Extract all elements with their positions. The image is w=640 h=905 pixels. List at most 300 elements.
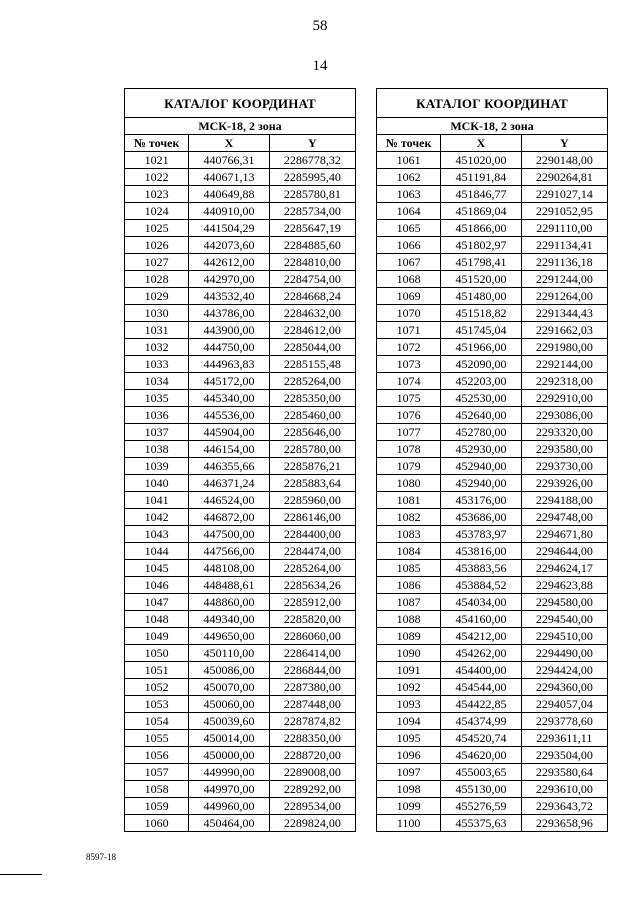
cell-x: 445172,00 <box>189 373 269 390</box>
page-number-sub: 14 <box>312 58 328 74</box>
cell-point-number: 1084 <box>377 543 441 560</box>
table-row <box>125 679 356 696</box>
table-row <box>125 237 356 254</box>
cell-y: 2294644,00 <box>521 543 607 560</box>
cell-point-number: 1066 <box>377 237 441 254</box>
cell-point-number: 1040 <box>125 475 189 492</box>
table-row <box>377 594 608 611</box>
cell-y: 2292910,00 <box>521 390 607 407</box>
cell-x: 449650,00 <box>189 628 269 645</box>
cell-y: 2293086,00 <box>521 407 607 424</box>
cell-point-number: 1076 <box>377 407 441 424</box>
cell-point-number: 1062 <box>377 169 441 186</box>
cell-x: 449990,00 <box>189 764 269 781</box>
cell-x: 454520,74 <box>441 730 521 747</box>
cell-y: 2294360,00 <box>521 679 607 696</box>
cell-y: 2285912,00 <box>269 594 355 611</box>
table-row <box>377 271 608 288</box>
cell-x: 451846,77 <box>441 186 521 203</box>
cell-y: 2294057,04 <box>521 696 607 713</box>
cell-y: 2285780,00 <box>269 441 355 458</box>
cell-x: 446355,66 <box>189 458 269 475</box>
cell-point-number: 1092 <box>377 679 441 696</box>
cell-point-number: 1074 <box>377 373 441 390</box>
cell-y: 2285350,00 <box>269 390 355 407</box>
cell-x: 443900,00 <box>189 322 269 339</box>
cell-y: 2294424,00 <box>521 662 607 679</box>
cell-y: 2293643,72 <box>521 798 607 815</box>
table-row <box>125 322 356 339</box>
cell-point-number: 1042 <box>125 509 189 526</box>
cell-x: 450086,00 <box>189 662 269 679</box>
cell-y: 2286844,00 <box>269 662 355 679</box>
cell-point-number: 1026 <box>125 237 189 254</box>
table-row <box>377 560 608 577</box>
table-row <box>377 169 608 186</box>
cell-x: 451866,00 <box>441 220 521 237</box>
cell-y: 2284754,00 <box>269 271 355 288</box>
cell-x: 451802,97 <box>441 237 521 254</box>
coordinate-catalog-left <box>124 88 356 832</box>
cell-x: 451191,84 <box>441 169 521 186</box>
cell-point-number: 1050 <box>125 645 189 662</box>
cell-x: 452090,00 <box>441 356 521 373</box>
cell-x: 454034,00 <box>441 594 521 611</box>
table-row <box>377 798 608 815</box>
cell-x: 455375,63 <box>441 815 521 832</box>
cell-y: 2285264,00 <box>269 560 355 577</box>
cell-x: 454262,00 <box>441 645 521 662</box>
table-row <box>377 322 608 339</box>
table-row <box>377 424 608 441</box>
cell-y: 2285155,48 <box>269 356 355 373</box>
cell-y: 2293658,96 <box>521 815 607 832</box>
cell-y: 2284612,00 <box>269 322 355 339</box>
cell-x: 452203,00 <box>441 373 521 390</box>
cell-x: 441504,29 <box>189 220 269 237</box>
table-row <box>125 254 356 271</box>
cell-point-number: 1081 <box>377 492 441 509</box>
cell-point-number: 1061 <box>377 152 441 169</box>
cell-point-number: 1021 <box>125 152 189 169</box>
table-row <box>125 577 356 594</box>
cell-x: 452780,00 <box>441 424 521 441</box>
table-row <box>125 390 356 407</box>
cell-point-number: 1090 <box>377 645 441 662</box>
cell-point-number: 1072 <box>377 339 441 356</box>
table-row <box>125 611 356 628</box>
cell-point-number: 1071 <box>377 322 441 339</box>
cell-x: 449340,00 <box>189 611 269 628</box>
cell-y: 2286778,32 <box>269 152 355 169</box>
cell-y: 2288350,00 <box>269 730 355 747</box>
cell-x: 452940,00 <box>441 458 521 475</box>
cell-x: 451869,04 <box>441 203 521 220</box>
cell-x: 454422,85 <box>441 696 521 713</box>
cell-point-number: 1056 <box>125 747 189 764</box>
cell-point-number: 1057 <box>125 764 189 781</box>
cell-point-number: 1031 <box>125 322 189 339</box>
cell-x: 445340,00 <box>189 390 269 407</box>
cell-y: 2293504,00 <box>521 747 607 764</box>
cell-y: 2293778,60 <box>521 713 607 730</box>
cell-point-number: 1097 <box>377 764 441 781</box>
cell-point-number: 1045 <box>125 560 189 577</box>
cell-x: 448860,00 <box>189 594 269 611</box>
cell-y: 2285960,00 <box>269 492 355 509</box>
cell-x: 450014,00 <box>189 730 269 747</box>
cell-x: 443786,00 <box>189 305 269 322</box>
column-header-point: № точек <box>125 135 189 152</box>
catalog-title: КАТАЛОГ КООРДИНАТ <box>125 89 356 118</box>
cell-y: 2294510,00 <box>521 628 607 645</box>
cell-point-number: 1049 <box>125 628 189 645</box>
table-row <box>125 696 356 713</box>
cell-point-number: 1047 <box>125 594 189 611</box>
cell-x: 446872,00 <box>189 509 269 526</box>
cell-x: 454400,00 <box>441 662 521 679</box>
cell-y: 2285647,19 <box>269 220 355 237</box>
cell-point-number: 1044 <box>125 543 189 560</box>
cell-point-number: 1058 <box>125 781 189 798</box>
cell-x: 451745,04 <box>441 322 521 339</box>
table-row <box>377 492 608 509</box>
cell-y: 2286060,00 <box>269 628 355 645</box>
cell-x: 453783,97 <box>441 526 521 543</box>
cell-x: 454374,99 <box>441 713 521 730</box>
cell-y: 2291136,18 <box>521 254 607 271</box>
table-row <box>125 203 356 220</box>
table-row <box>125 220 356 237</box>
cell-point-number: 1089 <box>377 628 441 645</box>
cell-point-number: 1038 <box>125 441 189 458</box>
cell-y: 2289824,00 <box>269 815 355 832</box>
table-row <box>125 798 356 815</box>
cell-point-number: 1078 <box>377 441 441 458</box>
cell-point-number: 1046 <box>125 577 189 594</box>
cell-y: 2284474,00 <box>269 543 355 560</box>
cell-x: 446154,00 <box>189 441 269 458</box>
cell-y: 2284810,00 <box>269 254 355 271</box>
cell-x: 440766,31 <box>189 152 269 169</box>
cell-y: 2285995,40 <box>269 169 355 186</box>
cell-x: 451020,00 <box>441 152 521 169</box>
cell-x: 451518,82 <box>441 305 521 322</box>
table-row <box>377 373 608 390</box>
cell-x: 444750,00 <box>189 339 269 356</box>
cell-point-number: 1032 <box>125 339 189 356</box>
cell-point-number: 1051 <box>125 662 189 679</box>
table-row <box>377 543 608 560</box>
cell-point-number: 1087 <box>377 594 441 611</box>
table-row <box>125 781 356 798</box>
cell-x: 452640,00 <box>441 407 521 424</box>
cell-y: 2286146,00 <box>269 509 355 526</box>
table-row <box>125 747 356 764</box>
table-row <box>377 458 608 475</box>
cell-y: 2284668,24 <box>269 288 355 305</box>
cell-point-number: 1059 <box>125 798 189 815</box>
table-row <box>377 407 608 424</box>
cell-x: 450464,00 <box>189 815 269 832</box>
cell-y: 2287874,82 <box>269 713 355 730</box>
cell-x: 453884,52 <box>441 577 521 594</box>
cell-point-number: 1055 <box>125 730 189 747</box>
table-row <box>377 203 608 220</box>
table-row <box>377 730 608 747</box>
table-row <box>125 305 356 322</box>
cell-y: 2290148,00 <box>521 152 607 169</box>
cell-x: 443532,40 <box>189 288 269 305</box>
cell-x: 452940,00 <box>441 475 521 492</box>
cell-x: 453686,00 <box>441 509 521 526</box>
cell-y: 2294748,00 <box>521 509 607 526</box>
cell-x: 450039,60 <box>189 713 269 730</box>
cell-x: 447566,00 <box>189 543 269 560</box>
cell-point-number: 1028 <box>125 271 189 288</box>
table-row <box>125 594 356 611</box>
cell-x: 453883,56 <box>441 560 521 577</box>
cell-y: 2294188,00 <box>521 492 607 509</box>
cell-x: 451480,00 <box>441 288 521 305</box>
cell-x: 454620,00 <box>441 747 521 764</box>
cell-y: 2286414,00 <box>269 645 355 662</box>
cell-point-number: 1065 <box>377 220 441 237</box>
cell-y: 2294540,00 <box>521 611 607 628</box>
cell-y: 2293610,00 <box>521 781 607 798</box>
cell-point-number: 1082 <box>377 509 441 526</box>
catalog-body <box>377 152 608 832</box>
cell-x: 446524,00 <box>189 492 269 509</box>
table-row <box>377 679 608 696</box>
cell-y: 2285044,00 <box>269 339 355 356</box>
cell-x: 451966,00 <box>441 339 521 356</box>
catalog-zone: МСК-18, 2 зона <box>377 118 608 135</box>
table-row <box>377 577 608 594</box>
footer-divider <box>0 874 42 875</box>
cell-point-number: 1052 <box>125 679 189 696</box>
table-row <box>125 475 356 492</box>
cell-point-number: 1035 <box>125 390 189 407</box>
cell-y: 2285820,00 <box>269 611 355 628</box>
cell-y: 2294624,17 <box>521 560 607 577</box>
cell-point-number: 1091 <box>377 662 441 679</box>
cell-y: 2294490,00 <box>521 645 607 662</box>
table-row <box>125 509 356 526</box>
cell-point-number: 1075 <box>377 390 441 407</box>
cell-x: 449960,00 <box>189 798 269 815</box>
cell-y: 2288720,00 <box>269 747 355 764</box>
cell-y: 2291662,03 <box>521 322 607 339</box>
cell-point-number: 1039 <box>125 458 189 475</box>
cell-y: 2294580,00 <box>521 594 607 611</box>
table-row <box>125 339 356 356</box>
catalog-body <box>125 152 356 832</box>
cell-x: 440671,13 <box>189 169 269 186</box>
column-header-x: X <box>189 135 269 152</box>
cell-point-number: 1100 <box>377 815 441 832</box>
table-row <box>125 730 356 747</box>
cell-x: 454160,00 <box>441 611 521 628</box>
column-header-x: X <box>441 135 521 152</box>
cell-x: 442073,60 <box>189 237 269 254</box>
cell-x: 445904,00 <box>189 424 269 441</box>
cell-y: 2293611,11 <box>521 730 607 747</box>
cell-point-number: 1064 <box>377 203 441 220</box>
column-header-y: Y <box>521 135 607 152</box>
cell-y: 2294671,80 <box>521 526 607 543</box>
cell-x: 450110,00 <box>189 645 269 662</box>
cell-point-number: 1034 <box>125 373 189 390</box>
cell-y: 2285876,21 <box>269 458 355 475</box>
cell-point-number: 1043 <box>125 526 189 543</box>
table-row <box>377 526 608 543</box>
cell-point-number: 1085 <box>377 560 441 577</box>
cell-y: 2290264,81 <box>521 169 607 186</box>
cell-y: 2291980,00 <box>521 339 607 356</box>
cell-y: 2289534,00 <box>269 798 355 815</box>
cell-point-number: 1053 <box>125 696 189 713</box>
table-row <box>125 543 356 560</box>
table-row <box>377 152 608 169</box>
cell-y: 2285460,00 <box>269 407 355 424</box>
cell-point-number: 1079 <box>377 458 441 475</box>
table-row <box>377 611 608 628</box>
cell-point-number: 1099 <box>377 798 441 815</box>
cell-point-number: 1063 <box>377 186 441 203</box>
cell-point-number: 1023 <box>125 186 189 203</box>
table-row <box>125 492 356 509</box>
cell-x: 444963,83 <box>189 356 269 373</box>
column-header-y: Y <box>269 135 355 152</box>
table-row <box>125 815 356 832</box>
cell-y: 2285264,00 <box>269 373 355 390</box>
cell-point-number: 1041 <box>125 492 189 509</box>
cell-y: 2293926,00 <box>521 475 607 492</box>
cell-point-number: 1077 <box>377 424 441 441</box>
table-row <box>377 815 608 832</box>
table-row <box>377 475 608 492</box>
document-code: 8597-18 <box>86 852 116 862</box>
cell-x: 455276,59 <box>441 798 521 815</box>
catalog-zone: МСК-18, 2 зона <box>125 118 356 135</box>
cell-point-number: 1088 <box>377 611 441 628</box>
cell-y: 2292144,00 <box>521 356 607 373</box>
cell-point-number: 1098 <box>377 781 441 798</box>
cell-x: 440910,00 <box>189 203 269 220</box>
cell-point-number: 1073 <box>377 356 441 373</box>
table-row <box>125 764 356 781</box>
cell-y: 2293730,00 <box>521 458 607 475</box>
cell-point-number: 1030 <box>125 305 189 322</box>
cell-point-number: 1094 <box>377 713 441 730</box>
table-row <box>377 509 608 526</box>
cell-x: 442970,00 <box>189 271 269 288</box>
cell-point-number: 1086 <box>377 577 441 594</box>
cell-x: 454212,00 <box>441 628 521 645</box>
table-row <box>377 747 608 764</box>
cell-y: 2291264,00 <box>521 288 607 305</box>
cell-point-number: 1025 <box>125 220 189 237</box>
cell-point-number: 1080 <box>377 475 441 492</box>
cell-point-number: 1022 <box>125 169 189 186</box>
table-row <box>125 560 356 577</box>
cell-point-number: 1027 <box>125 254 189 271</box>
cell-point-number: 1054 <box>125 713 189 730</box>
table-row <box>377 662 608 679</box>
cell-x: 452930,00 <box>441 441 521 458</box>
cell-point-number: 1067 <box>377 254 441 271</box>
cell-y: 2291052,95 <box>521 203 607 220</box>
cell-point-number: 1048 <box>125 611 189 628</box>
column-header-point: № точек <box>377 135 441 152</box>
cell-point-number: 1060 <box>125 815 189 832</box>
cell-x: 452530,00 <box>441 390 521 407</box>
coordinate-catalog-right <box>376 88 608 832</box>
cell-y: 2291134,41 <box>521 237 607 254</box>
cell-point-number: 1095 <box>377 730 441 747</box>
table-row <box>377 441 608 458</box>
cell-point-number: 1093 <box>377 696 441 713</box>
table-row <box>377 356 608 373</box>
cell-point-number: 1036 <box>125 407 189 424</box>
table-row <box>125 152 356 169</box>
table-row <box>125 356 356 373</box>
cell-x: 445536,00 <box>189 407 269 424</box>
table-row <box>125 407 356 424</box>
cell-y: 2293580,00 <box>521 441 607 458</box>
cell-x: 447500,00 <box>189 526 269 543</box>
cell-point-number: 1069 <box>377 288 441 305</box>
cell-x: 448488,61 <box>189 577 269 594</box>
table-row <box>377 696 608 713</box>
cell-x: 449970,00 <box>189 781 269 798</box>
cell-y: 2285780,81 <box>269 186 355 203</box>
cell-y: 2284400,00 <box>269 526 355 543</box>
cell-y: 2294623,88 <box>521 577 607 594</box>
cell-point-number: 1029 <box>125 288 189 305</box>
cell-x: 442612,00 <box>189 254 269 271</box>
cell-y: 2292318,00 <box>521 373 607 390</box>
cell-y: 2285646,00 <box>269 424 355 441</box>
table-row <box>377 305 608 322</box>
cell-y: 2287448,00 <box>269 696 355 713</box>
table-row <box>377 220 608 237</box>
cell-x: 448108,00 <box>189 560 269 577</box>
cell-point-number: 1070 <box>377 305 441 322</box>
table-row <box>377 237 608 254</box>
table-row <box>377 781 608 798</box>
cell-y: 2285734,00 <box>269 203 355 220</box>
cell-x: 450000,00 <box>189 747 269 764</box>
cell-y: 2291110,00 <box>521 220 607 237</box>
table-row <box>125 186 356 203</box>
table-row <box>377 713 608 730</box>
cell-y: 2291344,43 <box>521 305 607 322</box>
cell-x: 455130,00 <box>441 781 521 798</box>
cell-y: 2285634,26 <box>269 577 355 594</box>
table-row <box>125 662 356 679</box>
table-row <box>377 288 608 305</box>
cell-x: 450070,00 <box>189 679 269 696</box>
cell-y: 2291244,00 <box>521 271 607 288</box>
cell-y: 2284885,60 <box>269 237 355 254</box>
cell-point-number: 1096 <box>377 747 441 764</box>
table-row <box>125 373 356 390</box>
cell-point-number: 1033 <box>125 356 189 373</box>
cell-point-number: 1068 <box>377 271 441 288</box>
cell-y: 2289008,00 <box>269 764 355 781</box>
